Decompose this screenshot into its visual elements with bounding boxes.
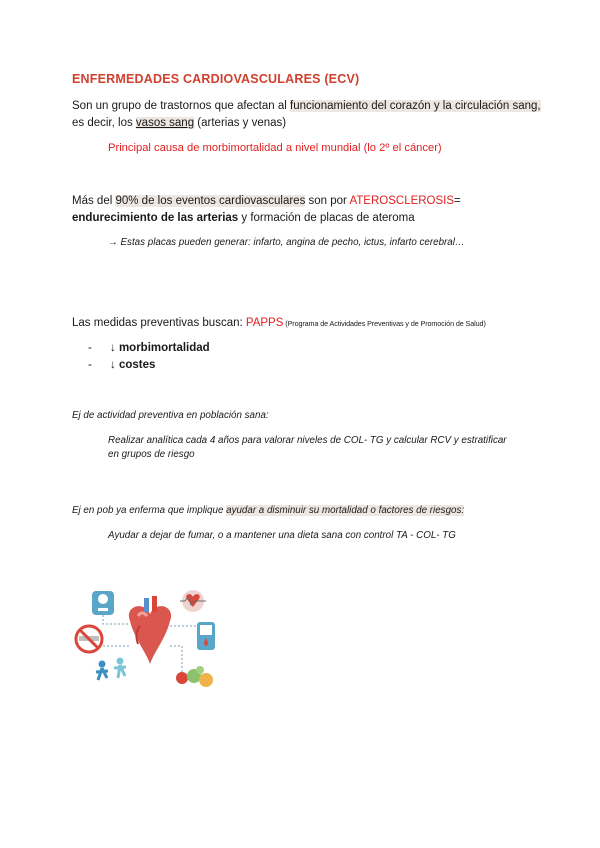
scale-icon	[92, 591, 114, 615]
athero-equals: =	[454, 195, 461, 207]
intro-underlined: vasos sang	[135, 117, 195, 129]
list-item	[88, 357, 210, 374]
example1-line2: en grupos de riesgo	[108, 449, 195, 460]
example2-title	[72, 504, 464, 518]
cardiovascular-illustration	[72, 586, 219, 692]
papps-definition: (Programa de Actividades Preventivas y de Promoción de Salud)	[283, 319, 486, 328]
intro-paragraph	[72, 98, 542, 132]
bullet-dash: -	[88, 359, 92, 371]
intro-text-3: (arterias y venas)	[194, 117, 287, 129]
example2-body: Ayudar a dejar de fumar, o a mantener una dieta sana con control TA - COL- TG	[108, 530, 456, 541]
glucometer-icon	[197, 622, 215, 650]
example1-line1: Realizar analítica cada 4 años para valorar niveles de COL- TG y calcular RCV y estratificar	[108, 435, 507, 446]
athero-text-c: son por	[305, 195, 350, 207]
medidas-paragraph	[72, 315, 552, 332]
principal-cause: Principal causa de morbimortalidad a nivel mundial (lo 2º el cáncer)	[108, 142, 442, 154]
athero-text-a: Más del	[72, 195, 116, 207]
medidas-text: Las medidas preventivas buscan:	[72, 317, 246, 329]
intro-text-2: es decir, los	[72, 117, 136, 129]
page-title: ENFERMEDADES CARDIOVASCULARES (ECV)	[72, 72, 360, 86]
example1-title: Ej de actividad preventiva en población sana:	[72, 410, 269, 421]
athero-text-g: y formación de placas de ateroma	[238, 212, 415, 224]
example2-highlight: ayudar a disminuir su mortalidad o factores de riesgos:	[226, 505, 465, 516]
athero-term: ATEROSCLEROSIS	[349, 195, 455, 207]
intro-highlight: funcionamiento del corazón y la circulación sang,	[290, 100, 541, 112]
placas-note: → Estas placas pueden generar: infarto, angina de pecho, ictus, infarto cerebral…	[108, 237, 465, 248]
list-item	[88, 340, 210, 357]
bullet-text: ↓ costes	[110, 359, 156, 371]
intro-text-1: Son un grupo de trastornos que afectan al	[72, 100, 291, 112]
bullet-dash: -	[88, 342, 92, 354]
bullet-list	[88, 340, 210, 374]
example2-text: Ej en pob ya enferma que implique	[72, 505, 227, 516]
atherosclerosis-paragraph	[72, 193, 542, 227]
athero-definition: endurecimiento de las arterias	[72, 212, 239, 224]
example1-body	[108, 434, 548, 462]
athero-highlight: 90% de los eventos cardiovasculares	[115, 195, 306, 207]
papps-term: PAPPS	[245, 317, 284, 329]
bullet-text: ↓ morbimortalidad	[110, 342, 210, 354]
